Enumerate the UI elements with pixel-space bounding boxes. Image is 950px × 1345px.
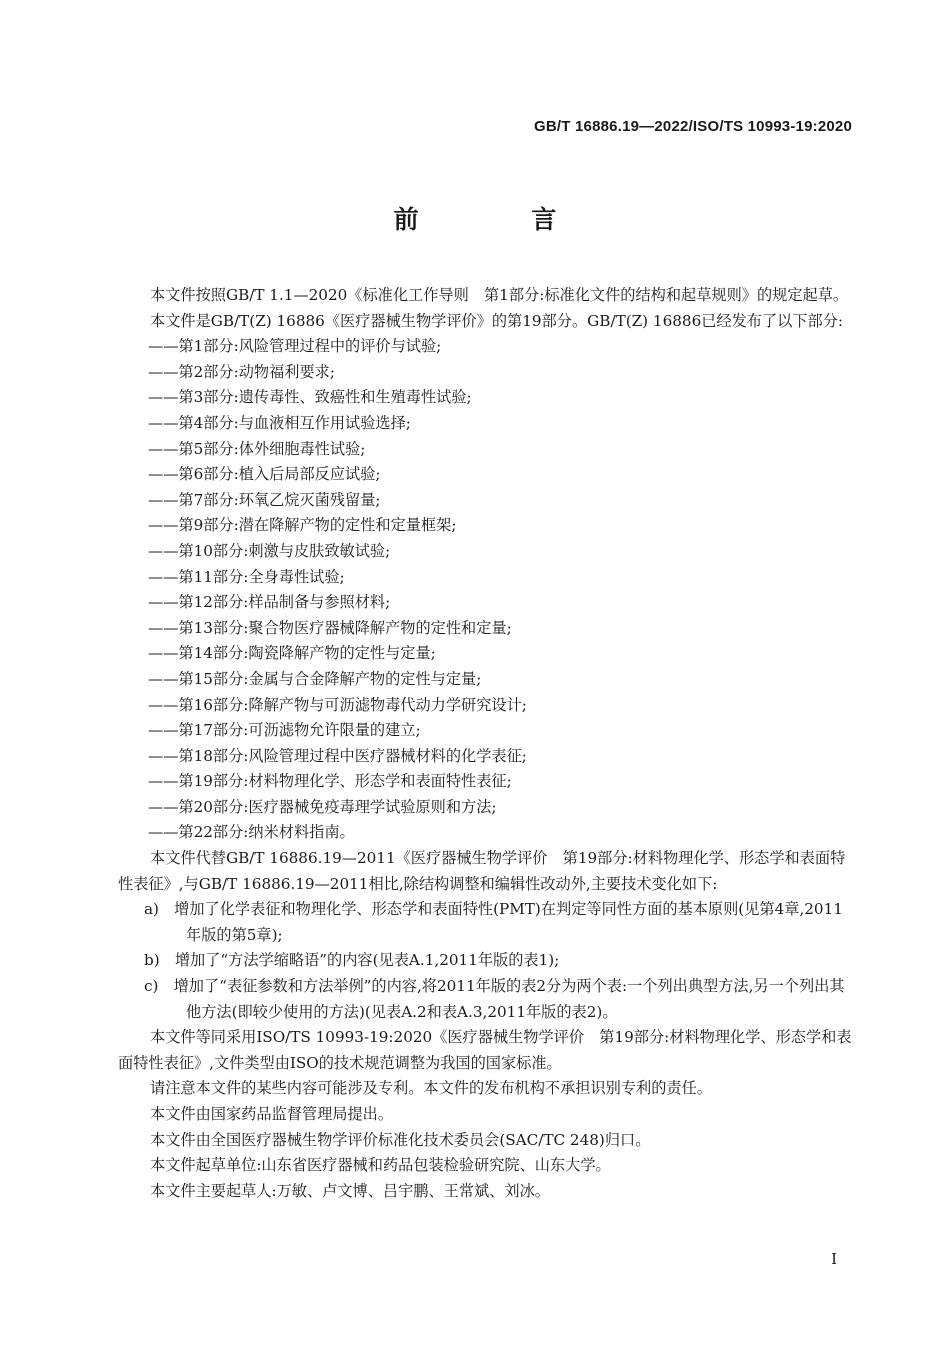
page-number: I xyxy=(831,1250,837,1268)
page-title: 前 言 xyxy=(393,205,609,234)
paragraph-patent-notice: 请注意本文件的某些内容可能涉及专利。本文件的发布机构不承担识别专利的责任。 xyxy=(150,1079,712,1098)
paragraph-committee: 本文件由全国医疗器械生物学评价标准化技术委员会(SAC/TC 248)归口。 xyxy=(150,1130,651,1149)
list-item: ——第22部分:纳米材料指南。 xyxy=(148,823,355,842)
list-item: ——第13部分:聚合物医疗器械降解产物的定性和定量; xyxy=(148,618,512,637)
list-item: ——第19部分:材料物理化学、形态学和表面特性表征; xyxy=(148,772,512,791)
list-item: ——第20部分:医疗器械免疫毒理学试验原则和方法; xyxy=(148,797,497,816)
paragraph-replacement: 本文件代替GB/T 16886.19—2011《医疗器械生物学评价 第19部分:材料物理化学、形态学和表面特性表征》,与GB/T 16886.19—2011相比,除结构调整和编辑性改动外,主要技术变化如下: xyxy=(118,849,846,893)
list-item: ——第10部分:刺激与皮肤致敏试验; xyxy=(148,541,391,560)
list-item: ——第14部分:陶瓷降解产物的定性与定量; xyxy=(148,644,436,663)
parts-list xyxy=(118,334,858,846)
list-item: ——第3部分:遗传毒性、致癌性和生殖毒性试验; xyxy=(148,388,472,407)
list-item: ——第16部分:降解产物与可沥滤物毒代动力学研究设计; xyxy=(148,695,527,714)
foreword-body xyxy=(118,283,858,1204)
change-item: c) 增加了“表征参数和方法举例”的内容,将2011年版的表2分为两个表:一个列出典型方法,另一个列出其他方法(即较少使用的方法)(见表A.2和表A.3,2011年版的表2)。 xyxy=(144,977,845,1021)
list-item: ——第2部分:动物福利要求; xyxy=(148,362,335,381)
change-item: b) 增加了“方法学缩略语”的内容(见表A.1,2011年版的表1); xyxy=(144,951,560,970)
change-item: a) 增加了化学表征和物理化学、形态学和表面特性(PMT)在判定等同性方面的基本原则(见第4章,2011年版的第5章); xyxy=(144,900,843,944)
list-item: ——第11部分:全身毒性试验; xyxy=(148,567,345,586)
list-item: ——第9部分:潜在降解产物的定性和定量框架; xyxy=(148,516,457,535)
list-item: ——第18部分:风险管理过程中医疗器械材料的化学表征; xyxy=(148,746,527,765)
list-item: ——第15部分:金属与合金降解产物的定性与定量; xyxy=(148,669,482,688)
list-item: ——第17部分:可沥滤物允许限量的建立; xyxy=(148,721,421,740)
list-item: ——第12部分:样品制备与参照材料; xyxy=(148,593,391,612)
list-item: ——第6部分:植入后局部反应试验; xyxy=(148,465,381,484)
paragraph-drafting-units: 本文件起草单位:山东省医疗器械和药品包装检验研究院、山东大学。 xyxy=(150,1156,611,1175)
paragraph-proposer: 本文件由国家药品监督管理局提出。 xyxy=(150,1105,393,1123)
paragraph-drafters: 本文件主要起草人:万敏、卢文博、吕宇鹏、王常斌、刘冰。 xyxy=(150,1181,550,1200)
paragraph-series-intro: 本文件是GB/T(Z) 16886《医疗器械生物学评价》的第19部分。GB/T(Z) 16886已经发布了以下部分: xyxy=(150,311,844,330)
list-item: ——第4部分:与血液相互作用试验选择; xyxy=(148,413,411,432)
list-item: ——第7部分:环氧乙烷灭菌残留量; xyxy=(148,490,381,509)
paragraph-drafting-rules: 本文件按照GB/T 1.1—2020《标准化工作导则 第1部分:标准化文件的结构和起草规则》的规定起草。 xyxy=(150,286,849,304)
paragraph-adoption: 本文件等同采用ISO/TS 10993-19:2020《医疗器械生物学评价 第19部分:材料物理化学、形态学和表面特性表征》,文件类型由ISO的技术规范调整为我国的国家标准。 xyxy=(118,1028,852,1072)
list-item: ——第1部分:风险管理过程中的评价与试验; xyxy=(148,337,442,356)
standard-code-header: GB/T 16886.19—2022/ISO/TS 10993-19:2020 xyxy=(534,118,852,135)
list-item: ——第5部分:体外细胞毒性试验; xyxy=(148,439,366,458)
changes-list xyxy=(118,897,858,1025)
